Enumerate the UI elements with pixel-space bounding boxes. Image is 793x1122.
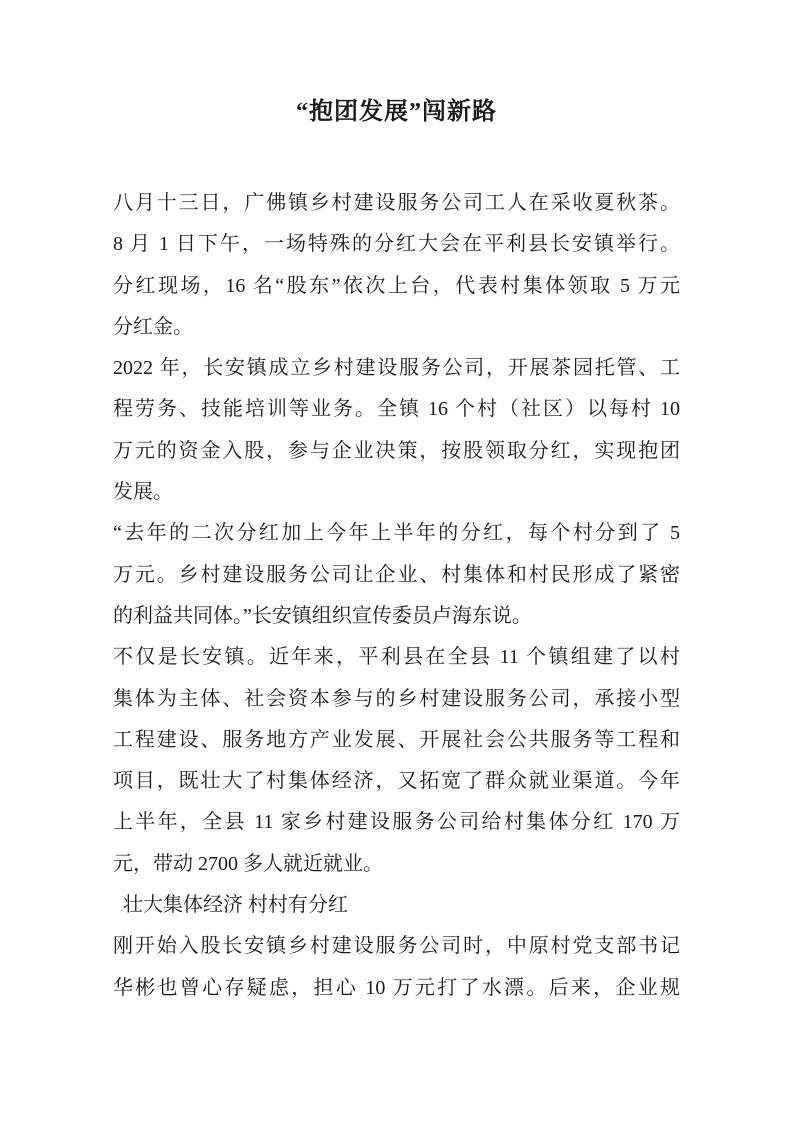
section-heading: 壮大集体经济 村村有分红	[123, 894, 348, 917]
body-line: 分红金。	[113, 315, 193, 338]
body-line: “去年的二次分红加上今年上半年的分红，每个村分到了 5	[113, 522, 680, 545]
body-line: 华彬也曾心存疑虑，担心 10 万元打了水漂。后来，企业规	[113, 976, 680, 999]
body-line: 工程建设、服务地方产业发展、开展社会公共服务等工程和	[113, 728, 680, 751]
body-line: 集体为主体、社会资本参与的乡村建设服务公司，承接小型	[113, 687, 680, 710]
body-line: 2022 年，长安镇成立乡村建设服务公司，开展茶园托管、工	[113, 357, 680, 380]
body-line: 发展。	[113, 481, 173, 504]
body-line: 上半年，全县 11 家乡村建设服务公司给村集体分红 170 万	[113, 811, 680, 834]
body-line: 不仅是长安镇。近年来，平利县在全县 11 个镇组建了以村	[113, 646, 680, 669]
body-line: 八月十三日，广佛镇乡村建设服务公司工人在采收夏秋茶。	[113, 192, 680, 214]
body-line: 的利益共同体。”长安镇组织宣传委员卢海东说。	[113, 604, 532, 627]
body-line: 程劳务、技能培训等业务。全镇 16 个村（社区）以每村 10	[113, 398, 680, 421]
body-line: 项目，既壮大了村集体经济，又拓宽了群众就业渠道。今年	[113, 770, 680, 793]
body-line: 8 月 1 日下午，一场特殊的分红大会在平利县长安镇举行。	[113, 233, 680, 256]
document-body	[113, 183, 680, 1009]
body-line: 元，带动 2700 多人就近就业。	[113, 852, 383, 875]
body-line: 刚开始入股长安镇乡村建设服务公司时，中原村党支部书记	[113, 935, 680, 958]
body-line: 万元的资金入股，参与企业决策，按股领取分红，实现抱团	[113, 439, 680, 462]
document-title: “抱团发展”闯新路	[296, 99, 497, 125]
body-line: 分红现场，16 名“股东”依次上台，代表村集体领取 5 万元	[113, 274, 680, 297]
body-line: 万元。乡村建设服务公司让企业、村集体和村民形成了紧密	[113, 563, 680, 586]
